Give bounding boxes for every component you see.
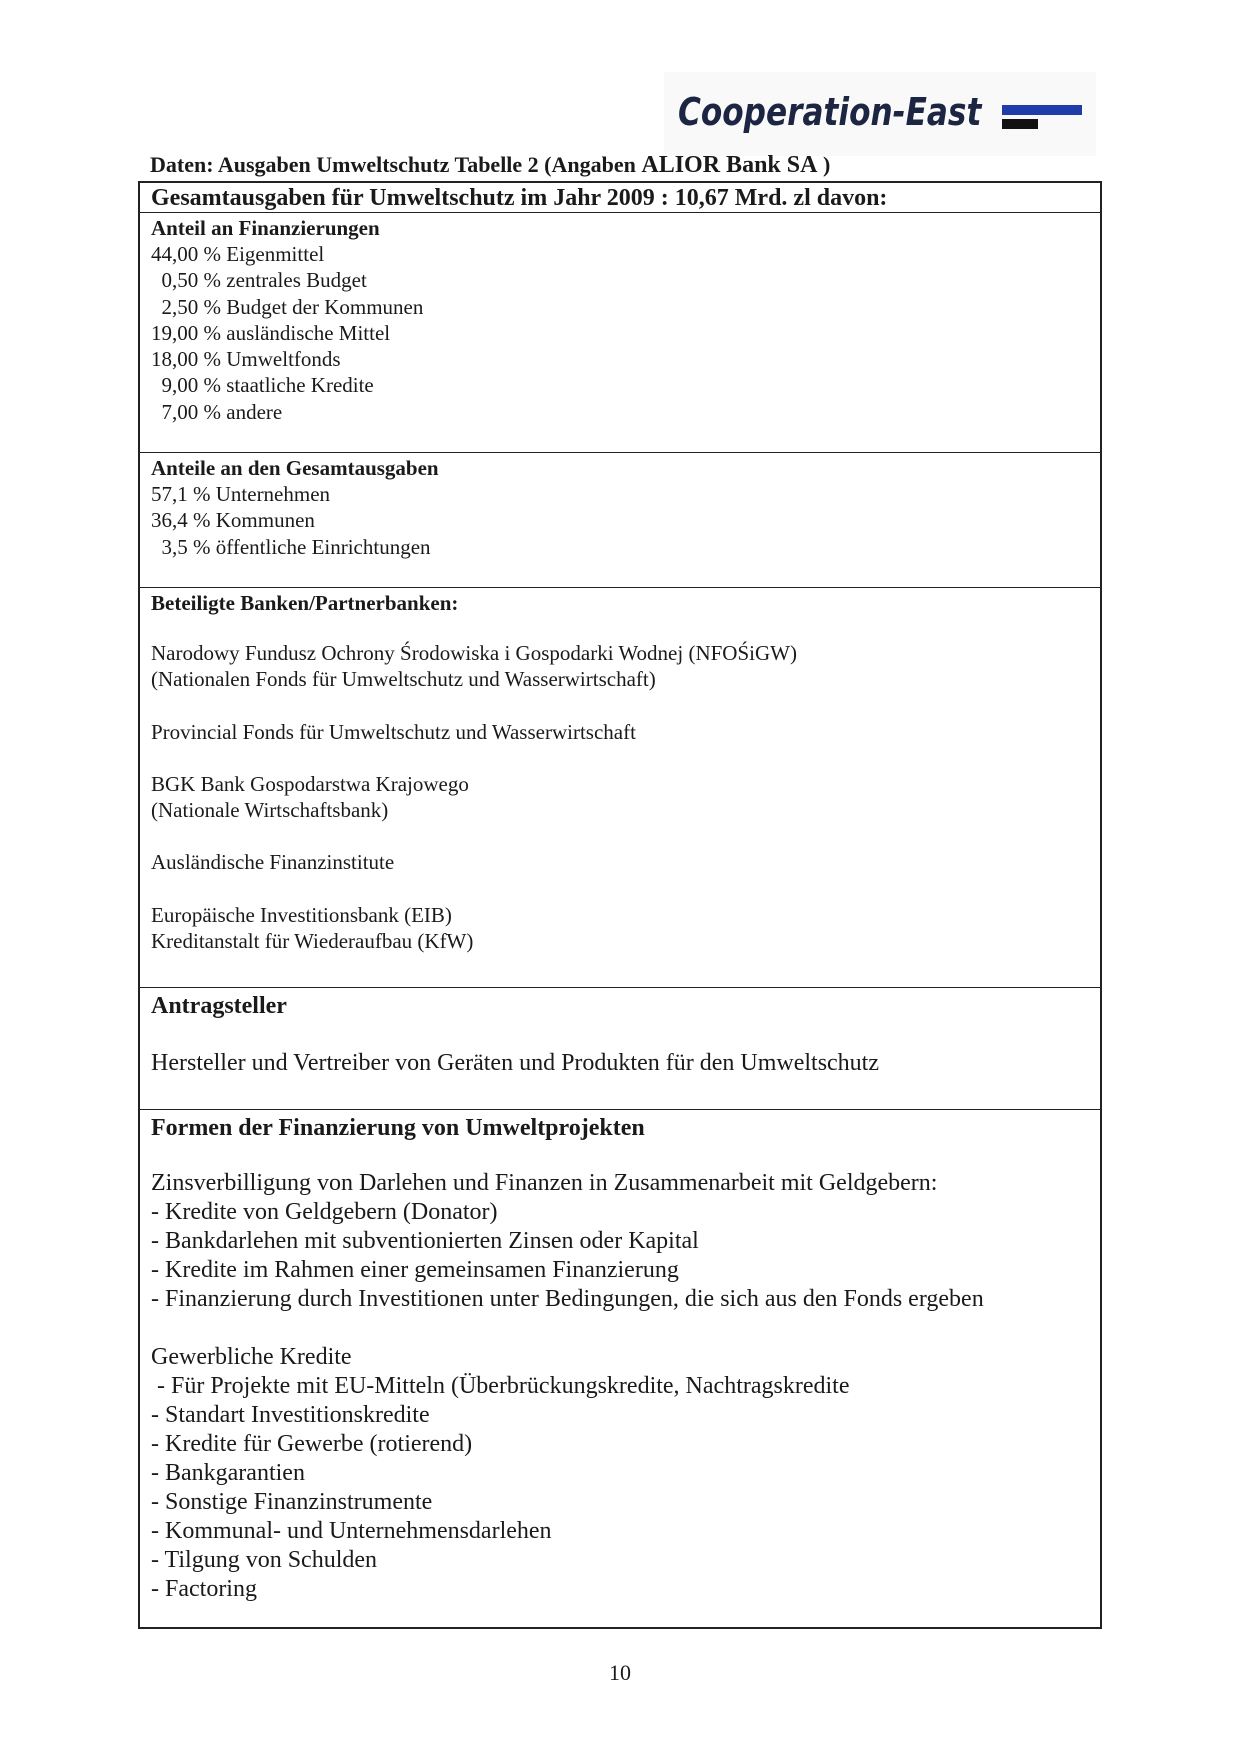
forms-list-item: - Finanzierung durch Investitionen unter Bedingungen, die sich aus den Fonds ergeben [151,1286,984,1312]
table-title: Gesamtausgaben für Umweltschutz im Jahr 2009 : 10,67 Mrd. zl davon: [151,185,888,211]
bank-entry: Ausländische Finanzinstitute [151,850,395,875]
forms-list-item: - Factoring [151,1576,257,1602]
table-title-row [140,183,1100,213]
caption-suffix: ) [817,152,831,177]
shares-list [151,481,1100,560]
financing-list [151,241,1100,425]
bank-entry: Narodowy Fundusz Ochrony Środowiska i Gospodarki Wodnej (NFOŚiGW) [151,641,797,665]
caption-bank: ALIOR Bank SA [641,152,818,178]
bank-entry: BGK Bank Gospodarstwa Krajowego [151,771,469,796]
financing-item: 44,00 % Eigenmittel [151,242,325,266]
forms-list-item: - Tilgung von Schulden [151,1547,378,1573]
bank-entry: Kreditanstalt für Wiederaufbau (KfW) [151,929,474,954]
financing-item: 19,00 % ausländische Mittel [151,320,391,345]
applicants-heading: Antragsteller [151,993,287,1019]
logo-bars-icon [1002,105,1082,133]
bank-entry: (Nationale Wirtschaftsbank) [151,798,389,823]
forms-list-item: - Kredite im Rahmen einer gemeinsamen Finanzierung [151,1257,679,1283]
forms-section [140,1110,1100,1627]
financing-item: 0,50 % zentrales Budget [151,268,367,293]
forms-group-commercial [151,1343,1100,1604]
banks-list [151,616,1100,954]
forms-list-item: Gewerbliche Kredite [151,1344,352,1370]
forms-heading: Formen der Finanzierung von Umweltprojekten [151,1115,645,1141]
forms-list-item: - Für Projekte mit EU-Mitteln (Überbrückungskredite, Nachtragskredite [151,1373,850,1399]
forms-list-item: - Kommunal- und Unternehmensdarlehen [151,1518,552,1544]
forms-group-interest [151,1169,1100,1314]
forms-list-item: - Bankdarlehen mit subventionierten Zinsen oder Kapital [151,1228,699,1254]
financing-heading: Anteil an Finanzierungen [151,216,380,240]
shares-section [140,453,1100,588]
caption-prefix: Daten: Ausgaben Umweltschutz Tabelle 2 (Angaben [150,152,642,177]
bank-entry: Provincial Fonds für Umweltschutz und Wasserwirtschaft [151,719,636,744]
applicants-text: Hersteller und Vertreiber von Geräten und Produkten für den Umweltschutz [151,1050,880,1076]
table-caption [150,152,830,179]
bank-entry: (Nationalen Fonds für Umweltschutz und Wasserwirtschaft) [151,667,656,692]
page-number: 10 [609,1660,631,1685]
bank-entry: Europäische Investitionsbank (EIB) [151,902,452,927]
financing-item: 7,00 % andere [151,399,283,424]
cooperation-east-logo [664,72,1096,156]
logo-wordmark: Cooperation-East [678,90,982,134]
financing-item: 2,50 % Budget der Kommunen [151,294,424,319]
shares-item: 36,4 % Kommunen [151,508,315,533]
financing-item: 18,00 % Umweltfonds [151,347,341,372]
shares-heading: Anteile an den Gesamtausgaben [151,456,439,480]
shares-item: 3,5 % öffentliche Einrichtungen [151,534,431,559]
banks-heading: Beteiligte Banken/Partnerbanken: [151,591,459,615]
financing-item: 9,00 % staatliche Kredite [151,373,374,398]
applicants-section [140,988,1100,1110]
forms-list-item: - Sonstige Finanzinstrumente [151,1489,433,1515]
forms-list-item: - Kredite von Geldgebern (Donator) [151,1199,498,1225]
forms-list-item: - Standart Investitionskredite [151,1402,430,1428]
financing-section [140,213,1100,453]
forms-list-item: Zinsverbilligung von Darlehen und Finanzen in Zusammenarbeit mit Geldgebern: [151,1170,938,1196]
banks-section [140,588,1100,988]
forms-list-item: - Kredite für Gewerbe (rotierend) [151,1431,473,1457]
data-table [138,181,1102,1629]
shares-item: 57,1 % Unternehmen [151,482,331,506]
forms-list-item: - Bankgarantien [151,1460,305,1486]
